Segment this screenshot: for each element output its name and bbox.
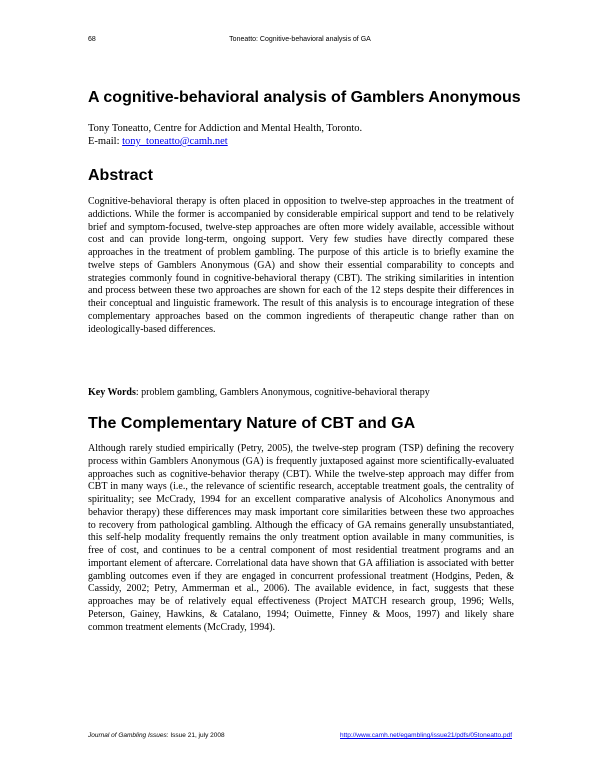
abstract-heading: Abstract bbox=[88, 167, 153, 184]
email-link[interactable]: tony_toneatto@camh.net bbox=[122, 136, 228, 147]
page-number: 68 bbox=[88, 36, 96, 43]
author-block bbox=[88, 122, 528, 148]
author-affiliation: Tony Toneatto, Centre for Addiction and Mental Health, Toronto. bbox=[88, 123, 363, 134]
footer-journal bbox=[88, 732, 225, 739]
abstract-text: Cognitive-behavioral therapy is often placed in opposition to twelve-step approaches in the treatment of addictions. While the former is accompanied by considerable empirical support and tend to be relatively brief and symptom-focused, twelve-step approaches are often more widely available, accessible without cost and can provide long-term, ongoing support. Very few studies have directly compared these approaches in the treatment of problem gambling. The purpose of this article is to briefly examine the twelve steps of Gamblers Anonymous (GA) and show their essential comparability to concepts and strategies commonly found in cognitive-behavioral therapy (CBT). The striking similarities in intention and process between these two approaches are shown for each of the 12 steps despite their differences in their conceptual and linguistic framework. The result of this analysis is to encourage integration of these complementary approaches based on the common ingredients of therapeutic change rather than on ideologically-based differences. bbox=[88, 196, 514, 335]
section-body-text: Although rarely studied empirically (Petry, 2005), the twelve-step program (TSP) defining the recovery process within Gamblers Anonymous (GA) is frequently juxtaposed against more scientifically-evaluated approaches such as cognitive-behavior therapy (CBT). While the twelve-step approach may differ from CBT in many ways (i.e., the relevance of scientific research, acceptable treatment goals, the centrality of spirituality; see McCrady, 1994 for an excellent comparative analysis of Alcoholics Anonymous and behavior therapy) these differences may mask important core similarities between these two approaches to recovery from pathological gambling. Although the efficacy of GA remains generally unsubstantiated, this self-help modality frequently remains the only treatment option available in many communities, is free of cost, and continues to be a central component of most residential treatment programs and an important element of aftercare. Correlational data have shown that GA affiliation is associated with better gambling outcomes even if they are engaged in concurrent professional treatment (Hodgins, Peden, & Cassidy, 2002; Petry, Ammerman et al., 2006). The available evidence, in fact, suggests that these approaches may be of relatively equal effectiveness (Project MATCH research group, 1996; Wells, Peterson, Gainey, Hawkins, & Catalano, 1994; Ouimette, Finney & Moos, 1997) and likely share common treatment elements (McCrady, 1994). bbox=[88, 443, 514, 633]
keywords-text: : problem gambling, Gamblers Anonymous, cognitive-behavioral therapy bbox=[135, 387, 430, 398]
article-title: A cognitive-behavioral analysis of Gamblers Anonymous bbox=[88, 89, 521, 106]
running-header: Toneatto: Cognitive-behavioral analysis of GA bbox=[229, 36, 371, 43]
keywords bbox=[88, 386, 528, 399]
email-label: E-mail: bbox=[88, 136, 123, 147]
section-heading: The Complementary Nature of CBT and GA bbox=[88, 415, 416, 432]
footer-journal-name: Journal of Gambling Issues bbox=[88, 732, 167, 739]
email-line bbox=[88, 135, 528, 148]
footer-issue: : Issue 21, july 2008 bbox=[166, 732, 225, 739]
footer-url-link[interactable]: http://www.camh.net/egambling/issue21/pdfs/05toneatto.pdf bbox=[340, 732, 512, 739]
keywords-label: Key Words bbox=[88, 387, 136, 398]
